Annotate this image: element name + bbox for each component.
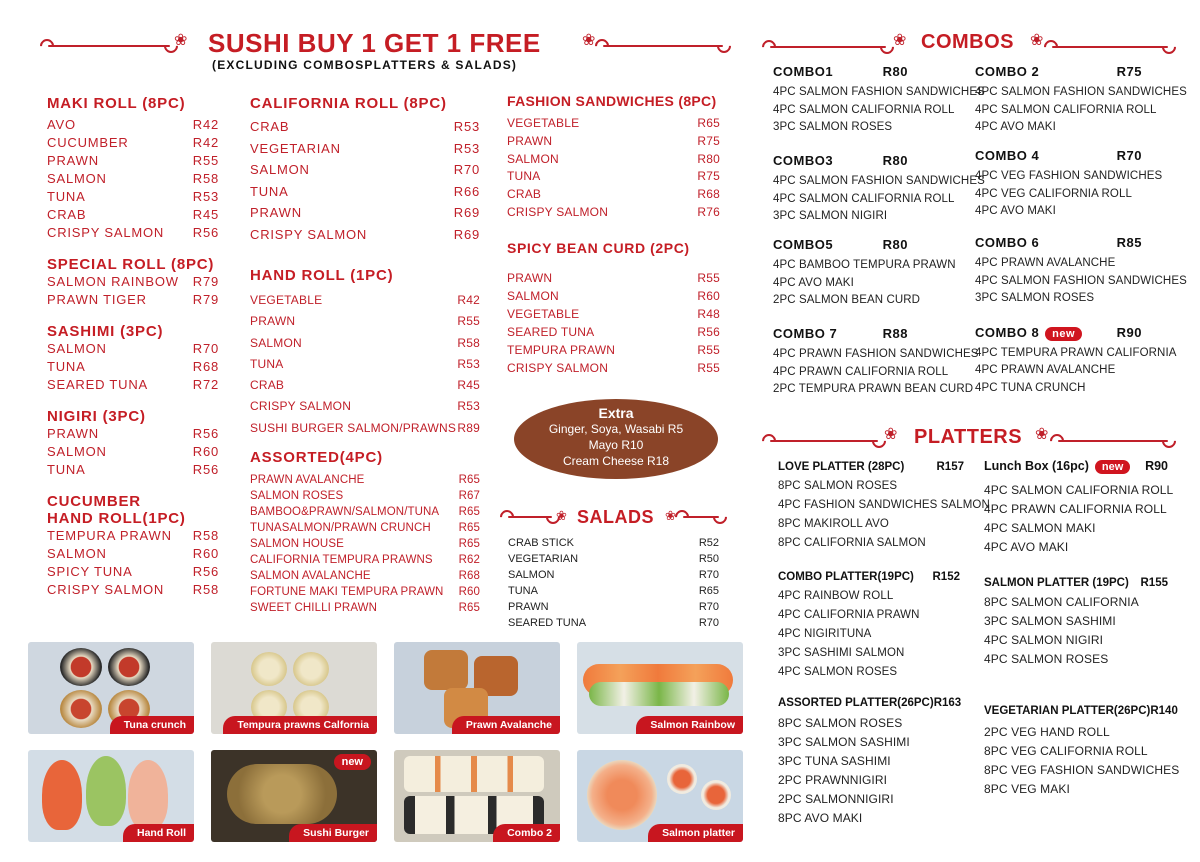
menu-item: CRAB R68 — [507, 187, 720, 202]
platter-line: 2PC SALMONNIGIRI — [778, 792, 894, 806]
photo-combo-2 — [394, 750, 560, 842]
item-list — [507, 269, 720, 377]
menu-item: SALMON HOUSE R65 — [250, 538, 480, 551]
combo-header: COMBO 2 R75 — [975, 64, 1142, 79]
combo-line: 4PC PRAWN AVALANCHE — [975, 364, 1116, 377]
combo-line: 4PC SALMON CALIFORNIA ROLL — [773, 103, 955, 116]
menu-item: CRISPY SALMON R55 — [507, 360, 720, 375]
extras-line: Ginger, Soya, Wasabi R5 — [548, 422, 684, 436]
banner-ornament-left — [48, 45, 170, 47]
platter-line: 8PC MAKIROLL AVO — [778, 518, 889, 530]
section-title: HAND ROLL (1PC) — [250, 267, 394, 284]
salads-ornament-left — [508, 516, 552, 518]
combo-line: 4PC PRAWN CALIFORNIA ROLL — [773, 365, 949, 378]
menu-item: CRISPY SALMON R56 — [47, 225, 219, 240]
combos-title: COMBOS — [921, 31, 1014, 53]
menu-item: CUCUMBER R42 — [47, 135, 219, 150]
menu-item: TUNA R68 — [47, 359, 219, 374]
platter-line: 3PC SALMON SASHIMI — [778, 735, 910, 749]
combos-ornament-left — [770, 46, 886, 48]
photo-salmon-rainbow — [577, 642, 743, 734]
platters-title: PLATTERS — [914, 426, 1023, 448]
menu-section — [507, 93, 720, 222]
combo-line: 4PC TEMPURA PRAWN CALIFORNIA — [975, 346, 1177, 359]
menu-item: VEGETABLE R65 — [507, 116, 720, 130]
platter-block — [984, 577, 1168, 669]
combo-line: 4PC SALMON FASHION SANDWICHES — [975, 86, 1187, 98]
combo-block — [975, 64, 1187, 137]
menu-section — [47, 408, 219, 479]
menu-item: CRISPY SALMON R69 — [250, 226, 480, 242]
menu-section — [47, 95, 219, 242]
salad-item: SALMON R70 — [508, 569, 719, 581]
menu-column-1 — [47, 95, 219, 599]
menu-item: TUNA R53 — [250, 356, 480, 371]
platter-line: 2PC PRAWNNIGIRI — [778, 773, 888, 787]
item-list — [507, 115, 720, 222]
item-list — [47, 116, 219, 242]
flower-icon: ❀ — [1035, 426, 1049, 443]
menu-item: TUNA R53 — [47, 189, 219, 204]
flower-icon: ❀ — [893, 32, 907, 49]
combo-block — [975, 235, 1187, 308]
combo-line: 4PC VEG CALIFORNIA ROLL — [975, 187, 1132, 200]
photo-caption: Salmon Rainbow — [636, 716, 743, 734]
photo-salmon-platter — [577, 750, 743, 842]
photo-sushi-burger — [211, 750, 377, 842]
menu-item: SALMON RAINBOW R79 — [47, 274, 219, 289]
photo-caption: Combo 2 — [493, 824, 560, 842]
combo-block — [975, 148, 1163, 221]
menu-item: TUNASALMON/PRAWN CRUNCH R65 — [250, 522, 480, 535]
section-title: CUCUMBER — [47, 493, 141, 510]
combo-header: COMBO1 R80 — [773, 64, 908, 79]
flower-icon: ❀ — [582, 32, 596, 49]
menu-item: PRAWN R55 — [507, 270, 720, 285]
platter-line: 4PC FASHION SANDWICHES SALMON — [778, 499, 990, 511]
combo-header: COMBO 4 R70 — [975, 148, 1142, 163]
combos-ornament-right — [1052, 46, 1168, 48]
combo-header: COMBO 8 new R90 — [975, 325, 1142, 340]
combo-header: COMBO 6 R85 — [975, 235, 1142, 250]
combo-line: 3PC SALMON ROSES — [773, 121, 893, 133]
platter-block — [778, 461, 990, 553]
platter-line: 8PC VEG FASHION SANDWICHES — [984, 763, 1180, 777]
combo-line: 4PC SALMON FASHION SANDWICHES — [975, 274, 1187, 287]
platters-ornament-right — [1058, 440, 1168, 442]
section-title: ASSORTED(4PC) — [250, 449, 383, 467]
menu-item: CRAB R45 — [250, 378, 480, 393]
photo-hand-roll — [28, 750, 194, 842]
platter-line: 4PC SALMON MAKI — [984, 520, 1096, 535]
menu-item: CRISPY SALMON R58 — [47, 582, 219, 597]
menu-item: SALMON R58 — [250, 335, 480, 350]
menu-item: SALMON R80 — [507, 151, 720, 166]
platter-header: ASSORTED PLATTER(26PC) R163 — [778, 697, 962, 709]
section-title: SASHIMI (3PC) — [47, 323, 164, 340]
menu-item: SALMON R70 — [250, 162, 480, 177]
platter-header: Lunch Box (16pc) new R90 — [984, 459, 1168, 473]
extras-line: Cream Cheese R18 — [562, 454, 670, 468]
menu-item: SALMON R60 — [507, 288, 720, 303]
menu-item: SALMON R70 — [47, 341, 219, 356]
photo-caption: Sushi Burger — [289, 824, 377, 842]
platter-line: 3PC SASHIMI SALMON — [778, 647, 905, 659]
platter-block — [778, 571, 960, 682]
new-badge: new — [1095, 460, 1130, 474]
menu-item: CRAB R53 — [250, 119, 480, 134]
platter-header: SALMON PLATTER (19PC) R155 — [984, 577, 1168, 589]
combo-block — [773, 64, 985, 137]
platter-line: 4PC AVO MAKI — [984, 539, 1069, 554]
section-title: NIGIRI (3PC) — [47, 408, 146, 425]
salad-item: SEARED TUNA R70 — [508, 617, 719, 629]
combo-line: 4PC VEG FASHION SANDWICHES — [975, 170, 1163, 182]
combo-line: 4PC AVO MAKI — [975, 121, 1056, 133]
menu-item: VEGETARIAN R53 — [250, 140, 480, 156]
menu-section — [250, 449, 480, 616]
flower-icon: ❀ — [665, 508, 676, 523]
platter-header: VEGETARIAN PLATTER(26PC) R140 — [984, 705, 1178, 717]
combo-header: COMBO3 R80 — [773, 153, 908, 168]
menu-item: CALIFORNIA TEMPURA PRAWNS R62 — [250, 554, 480, 567]
menu-section — [47, 256, 219, 309]
salad-item: CRAB STICK R52 — [508, 537, 719, 549]
platter-line: 4PC PRAWN CALIFORNIA ROLL — [984, 501, 1167, 516]
extras-title: Extra — [598, 405, 634, 421]
salad-item: PRAWN R70 — [508, 601, 719, 613]
photo-tuna-crunch — [28, 642, 194, 734]
extras-line: Mayo R10 — [588, 438, 644, 452]
salads-ornament-right — [683, 516, 719, 518]
photo-caption: Tuna crunch — [110, 716, 194, 734]
item-list — [250, 290, 480, 439]
menu-item: SUSHI BURGER SALMON/PRAWNS R89 — [250, 420, 480, 435]
menu-item: SALMON ROSES R67 — [250, 490, 480, 503]
combo-line: 4PC SALMON FASHION SANDWICHES — [773, 86, 985, 98]
menu-item: SEARED TUNA R72 — [47, 377, 219, 392]
platter-line: 4PC RAINBOW ROLL — [778, 590, 894, 602]
new-badge: new — [1045, 327, 1082, 341]
platter-header: LOVE PLATTER (28PC) R157 — [778, 461, 964, 473]
combo-line: 4PC AVO MAKI — [975, 205, 1056, 217]
flower-icon: ❀ — [1030, 32, 1044, 49]
combo-line: 4PC AVO MAKI — [773, 276, 854, 289]
section-title: SPICY BEAN CURD (2PC) — [507, 239, 690, 256]
combo-line: 4PC SALMON CALIFORNIA ROLL — [975, 103, 1157, 116]
platter-line: 8PC VEG CALIFORNIA ROLL — [984, 744, 1148, 758]
menu-item: SALMON R60 — [47, 444, 219, 459]
combo-line: 4PC TUNA CRUNCH — [975, 381, 1086, 394]
platter-line: 4PC SALMON CALIFORNIA ROLL — [984, 482, 1174, 497]
combo-line: 4PC SALMON CALIFORNIA ROLL — [773, 192, 955, 205]
menu-item: FORTUNE MAKI TEMPURA PRAWN R60 — [250, 586, 480, 599]
platter-line: 4PC NIGIRITUNA — [778, 628, 872, 640]
menu-section — [250, 95, 480, 245]
menu-column-3 — [507, 93, 720, 377]
combo-line: 4PC PRAWN AVALANCHE — [975, 257, 1116, 269]
menu-item: PRAWN R55 — [250, 314, 480, 329]
combo-block — [773, 237, 956, 310]
item-list — [250, 472, 480, 616]
platters-ornament-left — [770, 440, 878, 442]
menu-item: AVO R42 — [47, 117, 219, 132]
combo-block — [773, 326, 979, 399]
menu-item: BAMBOO&PRAWN/SALMON/TUNA R65 — [250, 506, 480, 519]
combo-line: 3PC SALMON ROSES — [975, 292, 1095, 304]
platter-line: 3PC SALMON SASHIMI — [984, 614, 1116, 628]
combo-header: COMBO5 R80 — [773, 237, 908, 252]
platter-block — [984, 705, 1180, 799]
flower-icon: ❀ — [884, 426, 898, 443]
banner-ornament-right — [603, 45, 723, 47]
photo-caption: Prawn Avalanche — [452, 716, 560, 734]
menu-item: TUNA R66 — [250, 183, 480, 199]
combo-block — [773, 153, 985, 226]
section-title-line2: HAND ROLL(1PC) — [47, 510, 186, 527]
platter-line: 3PC TUNA SASHIMI — [778, 754, 891, 768]
menu-section — [250, 267, 480, 439]
menu-item: PRAWN TIGER R79 — [47, 292, 219, 307]
menu-item: VEGETABLE R42 — [250, 293, 480, 307]
menu-section — [47, 493, 219, 599]
photo-caption: Salmon platter — [648, 824, 743, 842]
platter-line: 8PC VEG MAKI — [984, 782, 1070, 796]
salads-title: SALADS — [577, 507, 655, 527]
salad-item: TUNA R65 — [508, 585, 719, 597]
platter-line: 4PC SALMON ROSES — [984, 652, 1109, 666]
menu-item: PRAWN R55 — [47, 153, 219, 168]
new-badge: new — [334, 754, 371, 770]
photo-caption: Hand Roll — [123, 824, 194, 842]
extras-oval — [514, 399, 718, 479]
menu-item: CRISPY SALMON R53 — [250, 399, 480, 414]
platter-line: 4PC SALMON NIGIRI — [984, 633, 1104, 647]
salad-item: VEGETARIAN R50 — [508, 553, 719, 565]
combo-header: COMBO 7 R88 — [773, 326, 908, 341]
menu-item: TEMPURA PRAWN R58 — [47, 528, 219, 543]
combo-block — [975, 325, 1177, 397]
platter-block — [984, 459, 1174, 557]
platter-line: 8PC CALIFORNIA SALMON — [778, 537, 926, 549]
item-list — [250, 116, 480, 245]
menu-item: PRAWN R69 — [250, 205, 480, 220]
banner-title: SUSHI BUY 1 GET 1 FREE — [208, 28, 541, 58]
salads-list — [508, 535, 719, 631]
menu-item: SPICY TUNA R56 — [47, 564, 219, 579]
menu-item: CRISPY SALMON R76 — [507, 204, 720, 219]
combo-line: 4PC SALMON FASHION SANDWICHES — [773, 175, 985, 187]
platter-line: 8PC SALMON ROSES — [778, 480, 898, 492]
combo-line: 2PC SALMON BEAN CURD — [773, 294, 921, 306]
menu-item: VEGETABLE R48 — [507, 306, 720, 321]
platter-line: 8PC AVO MAKI — [778, 811, 863, 825]
menu-column-2 — [250, 95, 480, 616]
banner-subtitle: (EXCLUDING COMBOSPLATTERS & SALADS) — [212, 58, 518, 72]
menu-item: SALMON R60 — [47, 546, 219, 561]
combo-line: 3PC SALMON NIGIRI — [773, 210, 888, 222]
platter-line: 4PC SALMON ROSES — [778, 666, 898, 678]
flower-icon: ❀ — [174, 32, 188, 49]
platter-block — [778, 697, 962, 828]
menu-section — [507, 240, 720, 377]
menu-item: SEARED TUNA R56 — [507, 324, 720, 339]
combo-line: 4PC BAMBOO TEMPURA PRAWN — [773, 259, 956, 271]
menu-section — [47, 323, 219, 394]
section-title: MAKI ROLL (8PC) — [47, 95, 186, 112]
platter-header: COMBO PLATTER(19PC) R152 — [778, 571, 960, 583]
menu-item: TUNA R56 — [47, 462, 219, 477]
section-title: FASHION SANDWICHES (8PC) — [507, 93, 717, 109]
platter-line: 2PC VEG HAND ROLL — [984, 725, 1110, 739]
menu-item: PRAWN R56 — [47, 426, 219, 441]
photo-prawn-avalanche — [394, 642, 560, 734]
combo-line: 4PC PRAWN FASHION SANDWICHES — [773, 348, 979, 360]
combo-name: COMBO 8 — [975, 325, 1040, 340]
menu-item: SALMON R58 — [47, 171, 219, 186]
platter-line: 4PC CALIFORNIA PRAWN — [778, 609, 920, 621]
menu-item: SWEET CHILLI PRAWN R65 — [250, 602, 480, 615]
photo-tempura-prawns — [211, 642, 377, 734]
menu-item: SALMON AVALANCHE R68 — [250, 570, 480, 583]
menu-item: TEMPURA PRAWN R55 — [507, 342, 720, 357]
menu-item: PRAWN AVALANCHE R65 — [250, 474, 480, 487]
platter-line: 8PC SALMON CALIFORNIA — [984, 595, 1139, 609]
menu-item: CRAB R45 — [47, 207, 219, 222]
menu-item: TUNA R75 — [507, 169, 720, 184]
section-title: CALIFORNIA ROLL (8PC) — [250, 95, 447, 112]
menu-item: PRAWN R75 — [507, 133, 720, 148]
combo-line: 2PC TEMPURA PRAWN BEAN CURD — [773, 383, 974, 395]
platter-line: 8PC SALMON ROSES — [778, 716, 903, 730]
flower-icon: ❀ — [556, 508, 567, 523]
section-title: SPECIAL ROLL (8PC) — [47, 256, 215, 273]
photo-caption: Tempura prawns Calfornia — [223, 716, 377, 734]
